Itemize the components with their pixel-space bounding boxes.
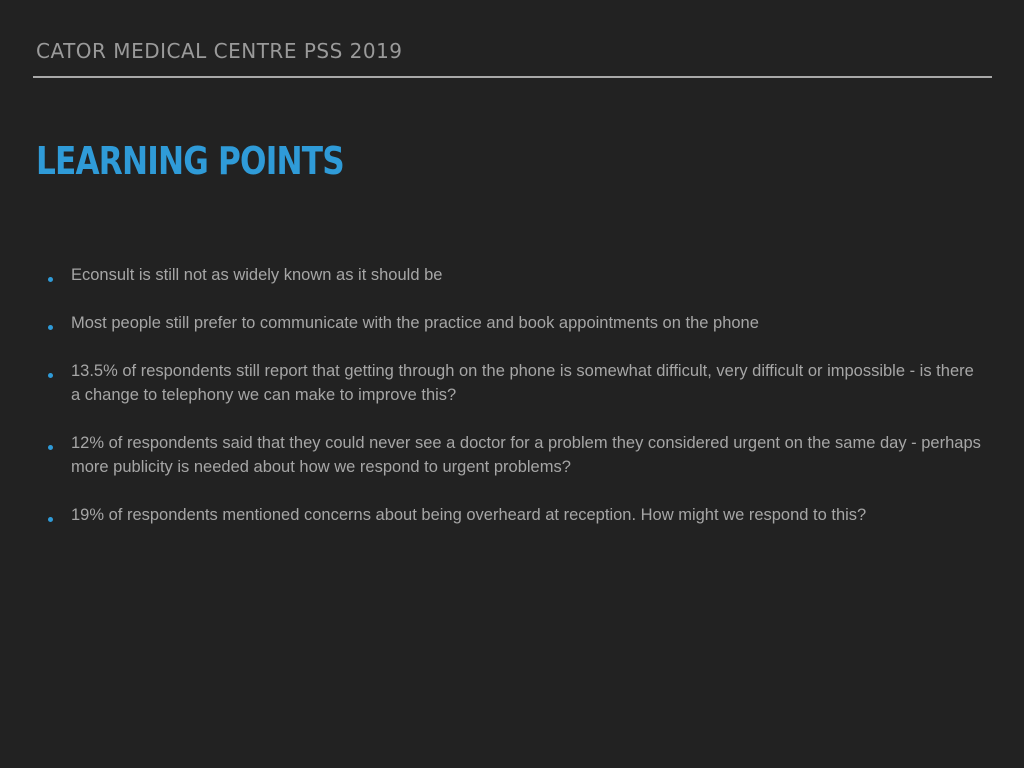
- list-item: [44, 503, 984, 527]
- list-item: [44, 359, 984, 407]
- list-item: [44, 263, 984, 287]
- list-item-text: Econsult is still not as widely known as it should be: [71, 266, 443, 284]
- learning-points-list: [44, 263, 984, 551]
- slide-title: LEARNING POINTS: [36, 139, 344, 184]
- list-item-text: 19% of respondents mentioned concerns about being overheard at reception. How might we respond to this?: [71, 506, 867, 524]
- header-divider: [33, 76, 992, 78]
- list-item: [44, 431, 984, 479]
- list-item-text: 13.5% of respondents still report that getting through on the phone is somewhat difficult, very difficult or impossible - is there a change to telephony we can make to improve this?: [71, 362, 974, 404]
- bullet-icon: [48, 325, 53, 330]
- presentation-header: CATOR MEDICAL CENTRE PSS 2019: [36, 39, 403, 63]
- list-item-text: 12% of respondents said that they could never see a doctor for a problem they considered urgent on the same day - perhaps more publicity is needed about how we respond to urgent problems?: [71, 434, 981, 476]
- bullet-icon: [48, 517, 53, 522]
- bullet-icon: [48, 277, 53, 282]
- list-item-text: Most people still prefer to communicate with the practice and book appointments on the phone: [71, 314, 759, 332]
- bullet-icon: [48, 445, 53, 450]
- bullet-icon: [48, 373, 53, 378]
- list-item: [44, 311, 984, 335]
